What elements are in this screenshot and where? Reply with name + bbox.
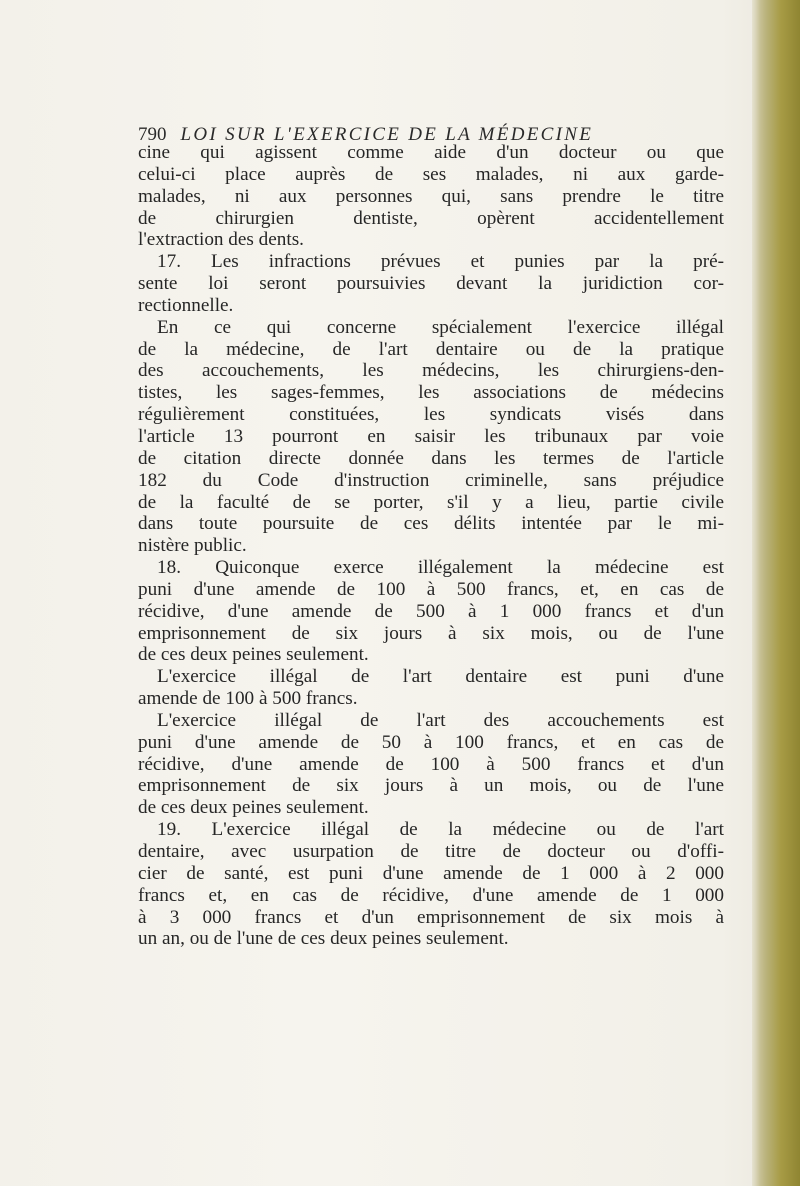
text-line: tistes, les sages-femmes, les associations de médecins (138, 382, 724, 404)
text-line: récidive, d'une amende de 100 à 500 francs et d'un (138, 753, 724, 775)
text-line: 17. Les infractions prévues et punies par la pré- (157, 251, 724, 273)
page-number: 790 (138, 124, 167, 145)
text-line: cine qui agissent comme aide d'un docteur ou que (138, 142, 724, 163)
text-line: l'article 13 pourront en saisir les tribunaux par voie (138, 425, 724, 447)
text-line: rectionnelle. (138, 294, 234, 316)
running-title: LOI SUR L'EXERCICE DE LA MÉDECINE (180, 124, 594, 145)
text-line: un an, ou de l'une de ces deux peines seulement. (138, 928, 509, 950)
text-line: des accouchements, les médecins, les chirurgiens-den- (138, 360, 724, 382)
body-text (138, 142, 724, 950)
text-line: nistère public. (138, 535, 247, 557)
text-line: emprisonnement de six jours à six mois, ou de l'une (138, 622, 724, 644)
text-line: En ce qui concerne spécialement l'exercice illégal (157, 316, 724, 338)
text-line: celui-ci place auprès de ses malades, ni aux garde- (138, 163, 724, 185)
text-line: 19. L'exercice illégal de la médecine ou de l'art (157, 819, 724, 841)
text-line: de la faculté de se porter, s'il y a lieu, partie civile (138, 491, 724, 513)
text-line: de ces deux peines seulement. (138, 797, 369, 819)
text-line: cier de santé, est puni d'une amende de 1 000 à 2 000 (138, 862, 724, 884)
text-line: L'exercice illégal de l'art des accouchements est (157, 709, 724, 731)
text-line: 182 du Code d'instruction criminelle, sans préjudice (138, 469, 724, 491)
text-line: francs et, en cas de récidive, d'une amende de 1 000 (138, 884, 724, 906)
text-line: emprisonnement de six jours à un mois, ou de l'une (138, 775, 724, 797)
text-line: de citation directe donnée dans les termes de l'article (138, 447, 724, 469)
text-line: l'extraction des dents. (138, 229, 304, 251)
text-line: de la médecine, de l'art dentaire ou de la pratique (138, 338, 724, 360)
text-line: 18. Quiconque exerce illégalement la médecine est (157, 557, 724, 579)
text-line: sente loi seront poursuivies devant la juridiction cor- (138, 273, 724, 295)
text-line: de ces deux peines seulement. (138, 644, 369, 666)
text-line: puni d'une amende de 100 à 500 francs, et, en cas de (138, 578, 724, 600)
text-line: de chirurgien dentiste, opèrent accidentellement (138, 207, 724, 229)
text-line: dans toute poursuite de ces délits intentée par le mi- (138, 513, 724, 535)
page-edge (752, 0, 800, 1186)
text-line: régulièrement constituées, les syndicats visés dans (138, 404, 724, 426)
text-line: L'exercice illégal de l'art dentaire est puni d'une (157, 666, 724, 688)
text-line: puni d'une amende de 50 à 100 francs, et en cas de (138, 731, 724, 753)
text-line: récidive, d'une amende de 500 à 1 000 francs et d'un (138, 600, 724, 622)
text-line: amende de 100 à 500 francs. (138, 688, 358, 710)
text-line: malades, ni aux personnes qui, sans prendre le titre (138, 185, 724, 207)
text-line: dentaire, avec usurpation de titre de docteur ou d'offi- (138, 841, 724, 862)
text-line: à 3 000 francs et d'un emprisonnement de six mois à (138, 906, 724, 928)
